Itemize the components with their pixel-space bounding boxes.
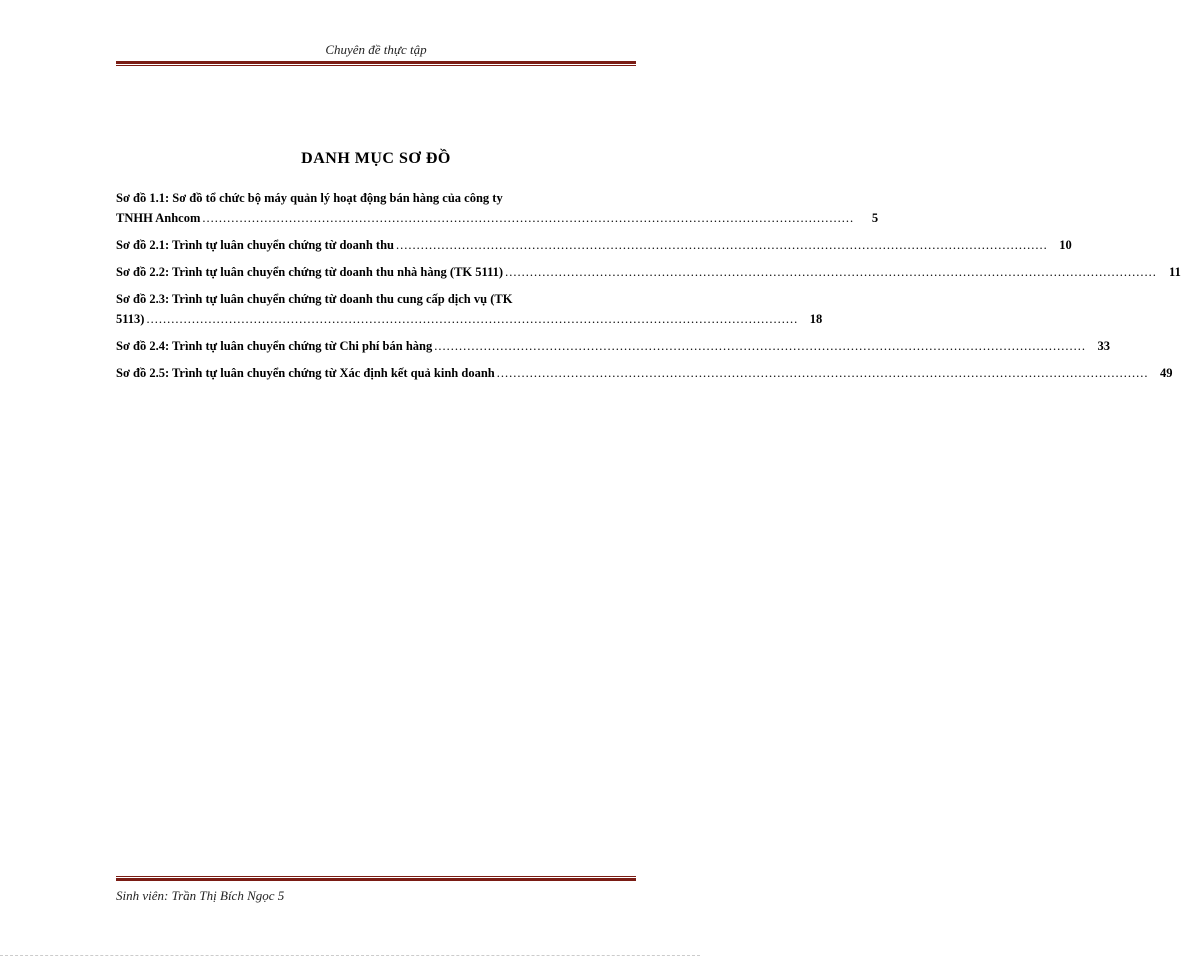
entry-line — [116, 208, 879, 228]
entry-page-number: 11 — [1169, 265, 1181, 279]
dot-leader: .............................................................................................................................................................. — [496, 366, 1149, 380]
footer-rule — [116, 876, 636, 881]
dot-leader: .............................................................................................................................................................. — [202, 211, 855, 225]
entry-text: Sơ đồ 2.5: Trình tự luân chuyển chứng từ Xác định kết quả kinh doanh — [116, 366, 495, 380]
dot-leader: .............................................................................................................................................................. — [505, 265, 1157, 279]
entry-line — [116, 289, 634, 309]
entry-text: Sơ đồ 2.4: Trình tự luân chuyển chứng từ Chi phí bán hàng — [116, 339, 433, 353]
page-title: DANH MỤC SƠ ĐỒ — [301, 150, 451, 167]
entry-line — [116, 336, 1110, 356]
dot-leader: .............................................................................................................................................................. — [146, 312, 799, 326]
list-item[interactable] — [116, 188, 879, 228]
list-item[interactable] — [116, 235, 1072, 255]
running-header: Chuyên đề thực tập — [325, 42, 427, 57]
entry-text: TNHH Anhcom — [116, 211, 201, 225]
list-item[interactable] — [116, 262, 1181, 282]
header-rule-thick — [116, 61, 636, 64]
entry-page-number: 5 — [871, 211, 879, 225]
footer-rule-thick — [116, 878, 636, 881]
entry-page-number: 10 — [1059, 238, 1072, 252]
header-rule — [116, 61, 636, 66]
running-footer: Sinh viên: Trần Thị Bích Ngọc 5 — [116, 888, 285, 903]
footer-rule-thin — [116, 876, 636, 877]
figure-list — [116, 188, 1181, 390]
entry-text: Sơ đồ 1.1: Sơ đồ tổ chức bộ máy quản lý hoạt động bán hàng của công ty — [116, 191, 503, 205]
entry-text: Sơ đồ 2.1: Trình tự luân chuyển chứng từ doanh thu — [116, 238, 395, 252]
entry-page-number: 49 — [1160, 366, 1173, 380]
entry-line — [116, 309, 823, 329]
list-item[interactable] — [116, 336, 1110, 356]
entry-line — [116, 235, 1072, 255]
dot-leader: .............................................................................................................................................................. — [396, 238, 1048, 252]
list-item[interactable] — [116, 363, 1173, 383]
entry-page-number: 18 — [809, 312, 823, 326]
list-item[interactable] — [116, 289, 823, 329]
header-rule-thin — [116, 65, 636, 66]
entry-text: 5113) — [116, 312, 145, 326]
entry-page-number: 33 — [1097, 339, 1110, 353]
entry-line — [116, 262, 1181, 282]
entry-line — [116, 363, 1173, 383]
entry-text: Sơ đồ 2.3: Trình tự luân chuyển chứng từ doanh thu cung cấp dịch vụ (TK — [116, 292, 513, 306]
entry-text: Sơ đồ 2.2: Trình tự luân chuyển chứng từ doanh thu nhà hàng (TK 5111) — [116, 265, 504, 279]
page-bottom-divider — [0, 955, 700, 956]
entry-line — [116, 188, 634, 208]
dot-leader: .............................................................................................................................................................. — [434, 339, 1086, 353]
